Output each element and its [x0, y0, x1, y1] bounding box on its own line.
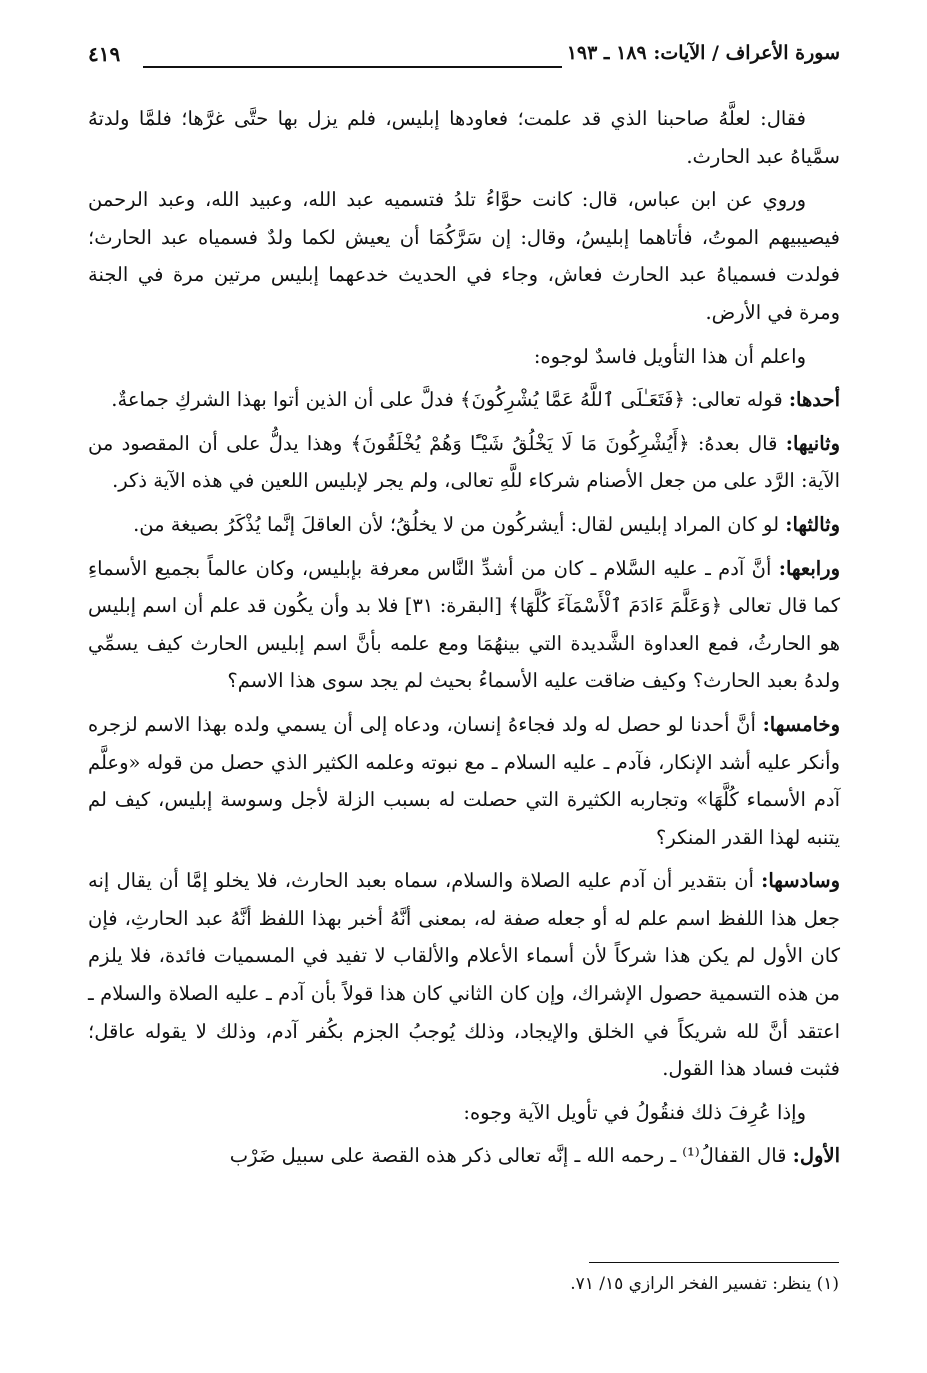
paragraph-5	[88, 425, 840, 500]
paragraph-text: وروي عن ابن عباس، قال: كانت حوَّاءُ تلدُ فتسميه عبد الله، وعبيد الله، وعبد الرحمن فيصيبيهم الموتُ، فأتاهما إبليسُ، وقال: إن سَرَّكُمَا أن يعيش لكما ولدٌ فسمياه عبد الحارث؛ فولدت فسمياهُ عبد الحارث فعاش، وجاء في الحديث خدعهما إبليس مرتين مرة في الجنة ومرة في الأرض.	[88, 188, 840, 324]
paragraph-11	[88, 1137, 840, 1175]
paragraph-2	[88, 181, 840, 331]
paragraph-lead: وسادسها:	[761, 869, 840, 893]
paragraph-text: قوله تعالى: ﴿فَتَعَـٰلَى ٱللَّهُ عَمَّا يُشْرِكُونَ﴾ فدلَّ على أن الذين أتوا بهذا الشركِ جماعةٌ.	[111, 388, 789, 412]
paragraph-lead: ورابعها:	[778, 556, 840, 580]
running-header	[88, 36, 840, 80]
header-rule	[143, 66, 562, 68]
footnote: (١) ينظر: تفسير الفخر الرازي ١٥/ ٧١.	[570, 1274, 839, 1294]
paragraph-6	[88, 506, 840, 544]
paragraph-3	[88, 338, 840, 376]
paragraph-text: قال بعدهُ: ﴿أَيُشْرِكُونَ مَا لَا يَخْلُقُ شَيْـًٔا وَهُمْ يُخْلَقُونَ﴾ وهذا يدلُّ على أن المقصود من الآية: الرَّد على من جعل الأصنام شركاء للَّهِ تعالى، ولم يجر لإبليس اللعين في هذه الآية ذكر.	[88, 431, 840, 493]
paragraph-text: لو كان المراد إبليس لقال: أيشركُون من لا يخلُقُ؛ لأن العاقلَ إنَّما يُذْكَرُ بصيغة من.	[133, 512, 786, 536]
paragraph-9	[88, 862, 840, 1088]
paragraph-lead: وخامسها:	[762, 712, 840, 736]
paragraph-10	[88, 1094, 840, 1132]
paragraph-lead: وثانيها:	[785, 431, 840, 455]
paragraph-text: فقال: لعلَّهُ صاحبنا الذي قد علمت؛ فعاودها إبليس، فلم يزل بها حتَّى غرَّها؛ فلمَّا ولدتهُ سمَّياهُ عبد الحارث.	[88, 107, 840, 168]
paragraph-text: واعلم أن هذا التأويل فاسدٌ لوجوه:	[533, 344, 806, 368]
paragraph-1	[88, 100, 840, 175]
paragraph-text: أن بتقدير أن آدم عليه الصلاة والسلام، سماه بعبد الحارث، فلا يخلو إمَّا أن يقال إنه جعل هذا اللفظ اسم علم له أو جعله صفة له، بمعنى أنَّهُ أخبر بهذا اللفظ أنَّهُ عبد الحارثِ، فإن كان الأول لم يكن هذا شركاً لأن أسماء الأعلام والألقاب لا تفيد في المسميات فائدة، فلا يلزم من هذه التسمية حصول الإشراك، وإن كان الثاني كان هذا قولاً بأن آدم ـ عليه الصلاة والسلام ـ اعتقد أنَّ لله شريكاً في الخلق والإيجاد، وذلك يُوجبُ الجزم بكُفر آدم، وذلك لا يقوله عاقل؛ فثبت فساد هذا القول.	[88, 869, 840, 1081]
paragraph-8	[88, 706, 840, 856]
paragraph-text: قال القفالُ⁽¹⁾ ـ رحمه الله ـ إنَّه تعالى ذكر هذه القصة على سبيل ضَرْب	[229, 1144, 793, 1168]
paragraph-text: أنَّ أحدنا لو حصل له ولد فجاءهُ إنسان، ودعاه إلى أن يسمي ولده بهذا الاسم لزجره وأنكر عليه أشد الإنكار، فآدم ـ عليه السلام ـ مع نبوته وعلمه الكثير الذي حصل من قوله «وعلَّم آدم الأسماء كُلَّهَا» وتجاربه الكثيرة التي حصلت له بسبب الزلة لأجل وسوسة إبليس، كيف لم يتنبه لهذا القدر المنكر؟	[88, 712, 840, 849]
header-title: سورة الأعراف / الآيات: ١٨٩ ـ ١٩٣	[566, 42, 840, 64]
paragraph-lead: أحدها:	[788, 388, 840, 412]
footnote-rule	[589, 1262, 839, 1263]
paragraph-text: وإذا عُرِفَ ذلك فنقُولُ في تأويل الآية وجوه:	[463, 1100, 806, 1124]
paragraph-lead: الأول:	[792, 1144, 840, 1168]
paragraph-text: أنَّ آدم ـ عليه السَّلام ـ كان من أشدِّ النَّاس معرفة بإبليس، وكان عالماً بجميع الأسماءِ كما قال تعالى ﴿وَعَلَّمَ ءَادَمَ ٱلْأَسْمَآءَ كُلَّهَا﴾ [البقرة: ٣١] فلا بد وأن يكُون قد علم أن اسم إبليس هو الحارثُ، فمع العداوة الشَّديدة التي بينهُمَا ومع علمه بأنَّ اسم إبليس الحارث كيف يسمِّي ولدهُ بعبد الحارث؟ وكيف ضاقت عليه الأسماءُ بحيث لم يجد سوى هذا الاسم؟	[88, 556, 840, 693]
paragraph-7	[88, 550, 840, 700]
body-text	[88, 100, 840, 1181]
paragraph-lead: وثالثها:	[785, 512, 840, 536]
page-number: ٤١٩	[88, 42, 121, 66]
paragraph-4	[88, 381, 840, 419]
